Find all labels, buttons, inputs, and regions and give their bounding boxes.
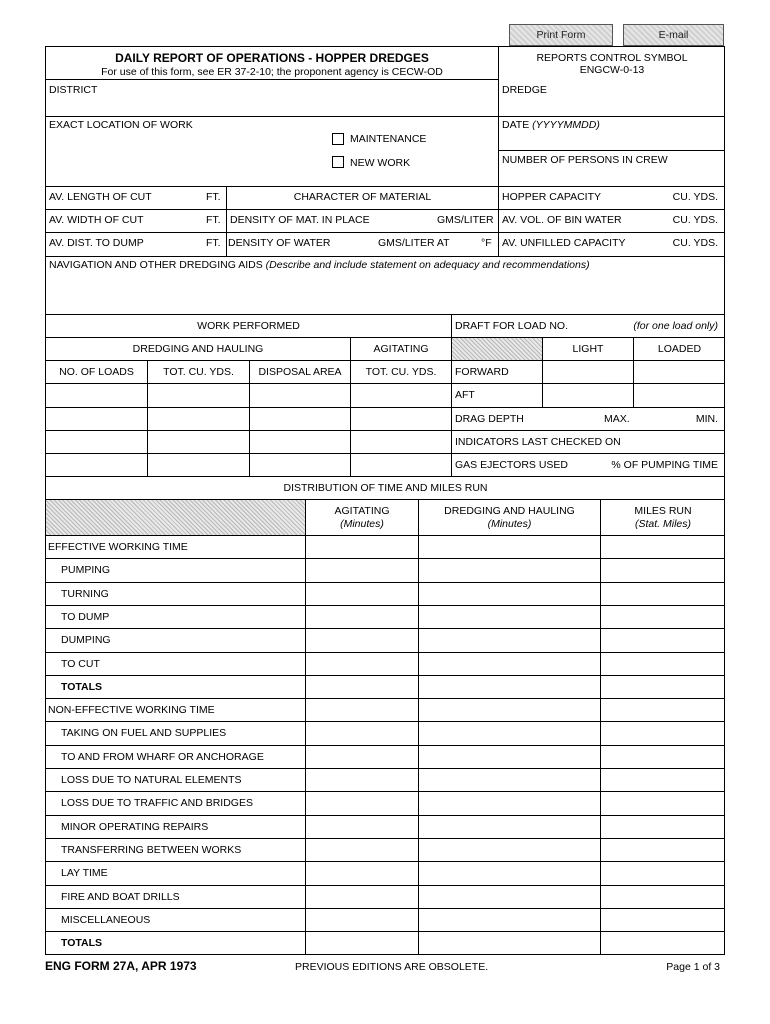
ft-unit: FT. (206, 191, 221, 203)
distribution-cell-miles[interactable] (601, 606, 725, 628)
print-form-button[interactable] (509, 24, 613, 46)
loaded-label: LOADED (657, 343, 702, 355)
av-vol-bin-label: AV. VOL. OF BIN WATER (502, 214, 622, 226)
hopper-capacity-label: HOPPER CAPACITY (502, 191, 601, 203)
distribution-cell-dredging[interactable] (419, 886, 600, 908)
max-label: MAX. (604, 413, 630, 425)
distribution-cell-dredging[interactable] (419, 839, 600, 861)
light-label: LIGHT (572, 343, 604, 355)
distribution-cell-miles[interactable] (601, 746, 725, 768)
no-of-loads-label: NO. OF LOADS (59, 366, 134, 378)
distribution-cell-dredging[interactable] (419, 909, 600, 931)
distribution-row-label: TURNING (61, 587, 109, 600)
email-label: E-mail (658, 29, 689, 41)
distribution-row-label: TO AND FROM WHARF OR ANCHORAGE (61, 750, 264, 763)
distribution-cell-agitating[interactable] (306, 769, 418, 791)
ft-unit: FT. (206, 237, 221, 249)
col-miles-unit: (Stat. Miles) (634, 518, 691, 530)
distribution-cell-dredging[interactable] (419, 583, 600, 605)
distribution-row-label: TOTALS (61, 937, 103, 950)
distribution-row-label: TOTALS (61, 680, 103, 693)
district-label: DISTRICT (49, 84, 98, 96)
date-label: DATE (YYYYMMDD) (502, 119, 600, 131)
distribution-cell-miles[interactable] (601, 699, 725, 721)
distribution-cell-miles[interactable] (601, 932, 725, 954)
distribution-cell-dredging[interactable] (419, 559, 600, 581)
shaded-cell (46, 500, 305, 535)
deg-f-unit: °F (481, 237, 492, 249)
print-form-label: Print Form (536, 29, 586, 41)
distribution-row-label: TAKING ON FUEL AND SUPPLIES (61, 727, 227, 740)
distribution-cell-agitating[interactable] (306, 536, 418, 558)
distribution-title: DISTRIBUTION OF TIME AND MILES RUN (283, 482, 488, 494)
distribution-cell-agitating[interactable] (306, 932, 418, 954)
distribution-cell-miles[interactable] (601, 583, 725, 605)
distribution-row-label: MINOR OPERATING REPAIRS (61, 820, 209, 833)
distribution-cell-miles[interactable] (601, 629, 725, 651)
email-button[interactable] (623, 24, 724, 46)
dredge-label: DREDGE (502, 84, 547, 96)
page-number: Page 1 of 3 (666, 961, 720, 973)
forward-label: FORWARD (455, 366, 509, 378)
form-subtitle: For use of this form, see ER 37-2-10; the proponent agency is CECW-OD (101, 66, 443, 78)
cu-yds-unit: CU. YDS. (672, 214, 718, 226)
distribution-cell-dredging[interactable] (419, 536, 600, 558)
col-miles-label: MILES RUN (634, 505, 692, 517)
distribution-cell-dredging[interactable] (419, 769, 600, 791)
distribution-cell-miles[interactable] (601, 909, 725, 931)
distribution-cell-agitating[interactable] (306, 722, 418, 744)
one-load-note: (for one load only) (633, 320, 718, 332)
distribution-cell-agitating[interactable] (306, 839, 418, 861)
distribution-row-label: TRANSFERRING BETWEEN WORKS (61, 843, 242, 856)
av-width-label: AV. WIDTH OF CUT (49, 214, 144, 226)
draft-load-label: DRAFT FOR LOAD NO. (455, 320, 568, 332)
col-dredging-unit: (Minutes) (487, 518, 532, 530)
distribution-cell-agitating[interactable] (306, 909, 418, 931)
maintenance-label: MAINTENANCE (350, 133, 427, 145)
distribution-cell-agitating[interactable] (306, 886, 418, 908)
distribution-cell-agitating[interactable] (306, 792, 418, 814)
distribution-row-label: LAY TIME (61, 867, 108, 880)
district-field[interactable] (46, 80, 498, 116)
distribution-cell-miles[interactable] (601, 536, 725, 558)
location-label: EXACT LOCATION OF WORK (49, 119, 193, 131)
distribution-row-label: FIRE AND BOAT DRILLS (61, 890, 180, 903)
density-water-label: DENSITY OF WATER (228, 237, 331, 249)
new-work-checkbox[interactable] (332, 156, 344, 168)
distribution-cell-dredging[interactable] (419, 676, 600, 698)
distribution-cell-miles[interactable] (601, 653, 725, 675)
distribution-cell-dredging[interactable] (419, 606, 600, 628)
distribution-row-label: TO CUT (61, 657, 100, 670)
gms-liter-unit: GMS/LITER (437, 214, 494, 226)
distribution-row-label: PUMPING (61, 564, 111, 577)
distribution-cell-agitating[interactable] (306, 583, 418, 605)
gas-ejectors-label: GAS EJECTORS USED (455, 459, 568, 471)
distribution-row-label: DUMPING (61, 634, 111, 647)
col-agitating-label: AGITATING (334, 505, 390, 517)
cu-yds-unit: CU. YDS. (672, 237, 718, 249)
disposal-area-label: DISPOSAL AREA (258, 366, 342, 378)
pct-pumping-label: % OF PUMPING TIME (611, 459, 718, 471)
distribution-cell-agitating[interactable] (306, 653, 418, 675)
av-unfilled-label: AV. UNFILLED CAPACITY (502, 237, 626, 249)
shaded-cell (452, 338, 542, 360)
distribution-cell-miles[interactable] (601, 839, 725, 861)
rcs-label: REPORTS CONTROL SYMBOL (536, 52, 688, 64)
form-title: DAILY REPORT OF OPERATIONS - HOPPER DREDGES (115, 51, 429, 65)
tot-cu-yds-label: TOT. CU. YDS. (163, 366, 234, 378)
distribution-cell-dredging[interactable] (419, 816, 600, 838)
nav-aids-label: NAVIGATION AND OTHER DREDGING AIDS (Describe and include statement on adequacy and recommendations) (49, 259, 590, 271)
distribution-row-label: NON-EFFECTIVE WORKING TIME (48, 704, 215, 717)
distribution-cell-miles[interactable] (601, 559, 725, 581)
distribution-cell-agitating[interactable] (306, 699, 418, 721)
distribution-cell-dredging[interactable] (419, 722, 600, 744)
drag-depth-label: DRAG DEPTH (455, 413, 524, 425)
work-performed-label: WORK PERFORMED (197, 320, 300, 332)
distribution-cell-miles[interactable] (601, 792, 725, 814)
distribution-cell-dredging[interactable] (419, 862, 600, 884)
character-label: CHARACTER OF MATERIAL (293, 191, 432, 203)
col-agitating-unit: (Minutes) (340, 518, 384, 530)
distribution-cell-miles[interactable] (601, 862, 725, 884)
distribution-cell-agitating[interactable] (306, 676, 418, 698)
distribution-cell-agitating[interactable] (306, 606, 418, 628)
persons-label: NUMBER OF PERSONS IN CREW (502, 154, 668, 166)
distribution-cell-agitating[interactable] (306, 816, 418, 838)
distribution-cell-dredging[interactable] (419, 699, 600, 721)
col-dredging-label: DREDGING AND HAULING (444, 505, 575, 517)
gms-liter-at-unit: GMS/LITER AT (378, 237, 450, 249)
obsolete-note: PREVIOUS EDITIONS ARE OBSOLETE. (295, 961, 489, 973)
distribution-cell-miles[interactable] (601, 676, 725, 698)
agitating-label: AGITATING (373, 343, 429, 355)
distribution-row-label: TO DUMP (61, 610, 110, 623)
distribution-cell-agitating[interactable] (306, 559, 418, 581)
indicators-label: INDICATORS LAST CHECKED ON (455, 436, 621, 448)
distribution-row-label: LOSS DUE TO TRAFFIC AND BRIDGES (61, 797, 253, 810)
cu-yds-unit: CU. YDS. (672, 191, 718, 203)
distribution-row-label: LOSS DUE TO NATURAL ELEMENTS (61, 774, 242, 786)
av-length-label: AV. LENGTH OF CUT (49, 191, 152, 203)
form-number: ENG FORM 27A, APR 1973 (45, 959, 197, 973)
distribution-row-label: MISCELLANEOUS (61, 913, 151, 926)
distribution-cell-dredging[interactable] (419, 932, 600, 954)
distribution-cell-dredging[interactable] (419, 629, 600, 651)
av-dist-label: AV. DIST. TO DUMP (49, 237, 144, 249)
distribution-cell-miles[interactable] (601, 886, 725, 908)
distribution-cell-dredging[interactable] (419, 653, 600, 675)
distribution-cell-miles[interactable] (601, 722, 725, 744)
distribution-cell-dredging[interactable] (419, 746, 600, 768)
distribution-cell-agitating[interactable] (306, 629, 418, 651)
agitating-tot-cu-yds-label: TOT. CU. YDS. (365, 366, 437, 378)
aft-label: AFT (455, 389, 475, 401)
nav-aids-field[interactable] (46, 272, 725, 314)
distribution-cell-agitating[interactable] (306, 746, 418, 768)
new-work-label: NEW WORK (350, 157, 411, 169)
distribution-cell-miles[interactable] (601, 769, 725, 791)
maintenance-checkbox[interactable] (332, 133, 344, 145)
density-place-label: DENSITY OF MAT. IN PLACE (230, 214, 370, 226)
rcs-value: ENGCW-0-13 (579, 64, 645, 76)
distribution-cell-miles[interactable] (601, 816, 725, 838)
distribution-cell-agitating[interactable] (306, 862, 418, 884)
ft-unit: FT. (206, 214, 221, 226)
min-label: MIN. (695, 413, 718, 425)
distribution-cell-dredging[interactable] (419, 792, 600, 814)
dredging-hauling-label: DREDGING AND HAULING (132, 343, 264, 355)
distribution-row-label: EFFECTIVE WORKING TIME (48, 541, 188, 553)
